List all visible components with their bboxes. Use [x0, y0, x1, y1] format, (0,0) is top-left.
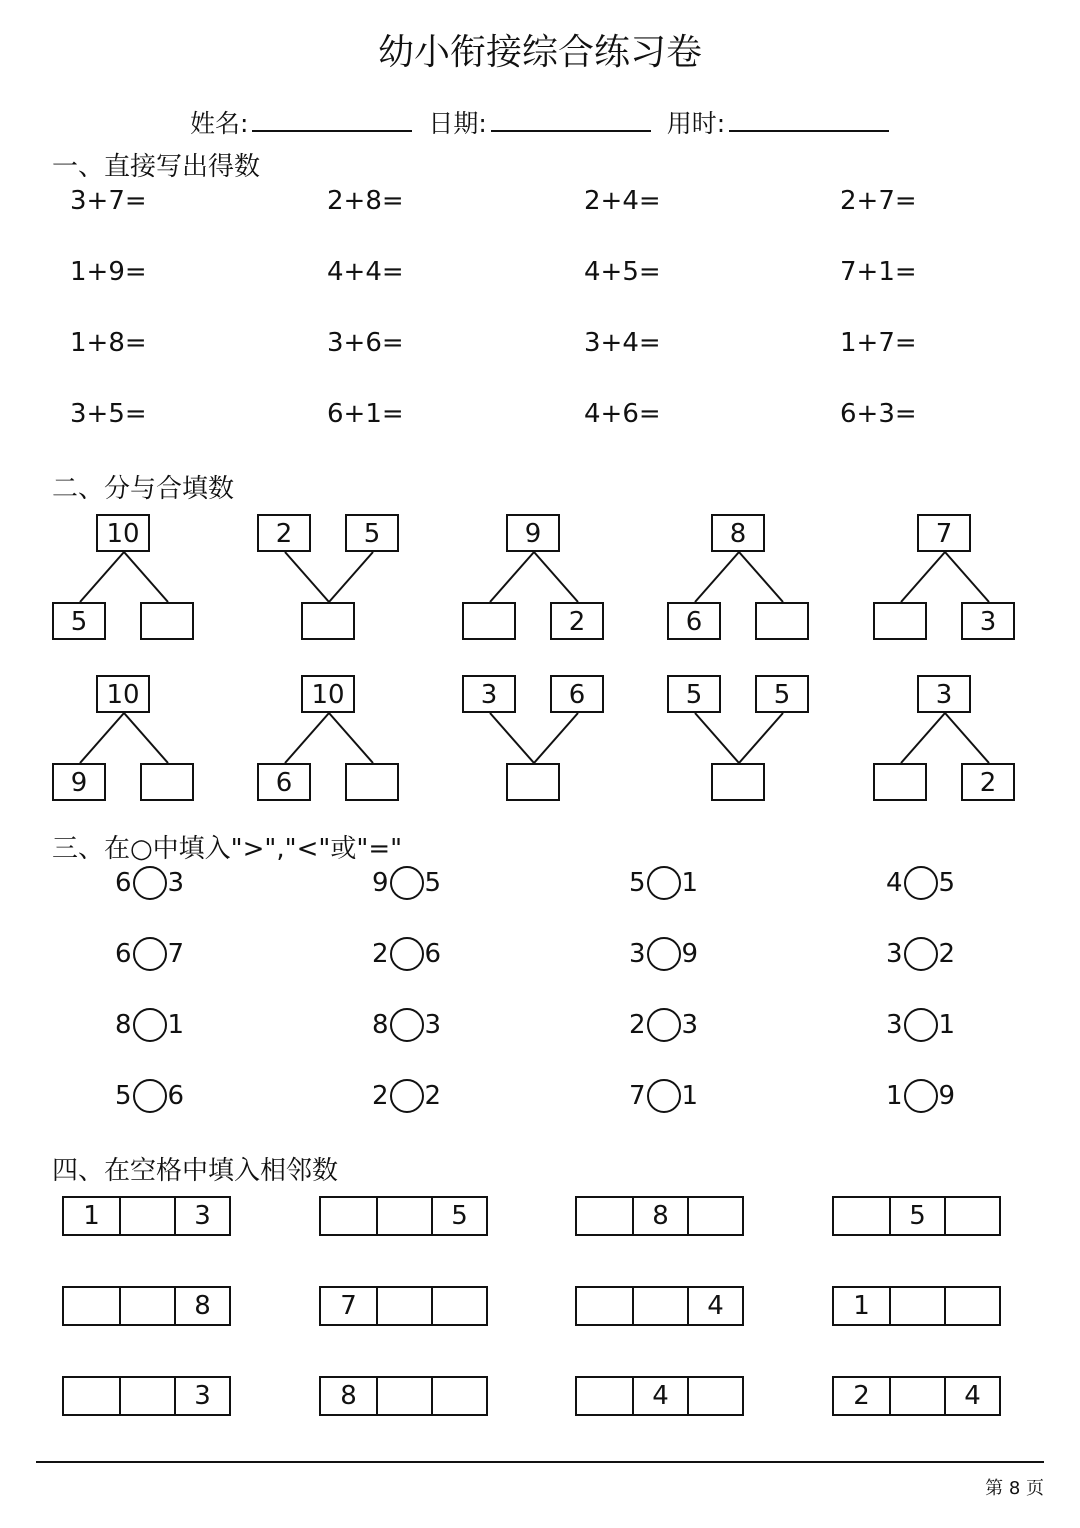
addition-problem: 7+1= [840, 257, 917, 287]
strip-cell[interactable] [577, 1378, 632, 1414]
addition-problem: 1+7= [840, 328, 917, 358]
compare-left-number: 8 [115, 1010, 132, 1040]
strip-cell[interactable] [64, 1288, 119, 1324]
addition-problem: 6+1= [327, 399, 404, 429]
comparison-item [115, 866, 184, 900]
strip-cell: 2 [853, 1381, 870, 1411]
addition-problem: 1+8= [70, 328, 147, 358]
compare-right-number: 1 [167, 1010, 185, 1040]
name-blank[interactable] [252, 104, 412, 132]
compare-answer-circle[interactable] [904, 866, 938, 900]
number-strip [62, 1376, 231, 1416]
section1-title: 一、直接写出得数 [52, 152, 261, 182]
bond-right-box: 6 [550, 675, 604, 713]
addition-problem: 4+6= [584, 399, 661, 429]
bond-top-box: 9 [506, 514, 560, 552]
connector-line [329, 552, 373, 602]
bond-right-box: 5 [345, 514, 399, 552]
number-strip [832, 1196, 1001, 1236]
compare-answer-circle[interactable] [904, 1008, 938, 1042]
strip-cell[interactable] [834, 1198, 889, 1234]
connector-line [490, 713, 534, 763]
strip-cell: 8 [632, 1198, 687, 1234]
connector-line [534, 552, 578, 602]
number-strip [575, 1286, 744, 1326]
compare-left-number: 6 [115, 939, 132, 969]
compare-answer-circle[interactable] [390, 937, 424, 971]
strip-cell[interactable] [431, 1378, 486, 1414]
strip-cell[interactable] [687, 1198, 742, 1234]
strip-cell: 8 [174, 1288, 229, 1324]
section2-title: 二、分与合填数 [52, 474, 235, 504]
addition-problem: 4+4= [327, 257, 404, 287]
bond-right-box[interactable] [140, 602, 194, 640]
compare-right-number: 9 [681, 939, 699, 969]
comparison-item [629, 866, 698, 900]
addition-problem: 6+3= [840, 399, 917, 429]
strip-cell[interactable] [376, 1288, 431, 1324]
bond-left-box: 6 [257, 763, 311, 801]
compare-right-number: 1 [938, 1010, 956, 1040]
compare-answer-circle[interactable] [904, 1079, 938, 1113]
compare-right-number: 9 [938, 1081, 956, 1111]
number-strip [575, 1196, 744, 1236]
connector-line [285, 552, 329, 602]
compare-left-number: 2 [372, 1081, 389, 1111]
connector-line [945, 552, 989, 602]
compare-left-number: 3 [886, 939, 903, 969]
addition-problem: 3+6= [327, 328, 404, 358]
compare-answer-circle[interactable] [647, 1079, 681, 1113]
connector-line [490, 552, 534, 602]
comparison-item [629, 1008, 698, 1042]
strip-cell[interactable] [944, 1288, 999, 1324]
date-label: 日期: [428, 109, 487, 138]
compare-right-number: 1 [681, 1081, 699, 1111]
strip-cell: 1 [853, 1291, 870, 1321]
date-blank[interactable] [491, 104, 651, 132]
compare-answer-circle[interactable] [133, 866, 167, 900]
comparison-item [372, 1008, 441, 1042]
compare-left-number: 2 [372, 939, 389, 969]
bond-bottom-box[interactable] [506, 763, 560, 801]
compare-answer-circle[interactable] [904, 937, 938, 971]
strip-cell[interactable] [119, 1288, 174, 1324]
bond-left-box: 3 [462, 675, 516, 713]
compare-answer-circle[interactable] [390, 866, 424, 900]
bond-left-box: 9 [52, 763, 106, 801]
compare-right-number: 1 [681, 868, 699, 898]
connector-line [739, 713, 783, 763]
comparison-item [886, 1008, 955, 1042]
compare-answer-circle[interactable] [133, 1079, 167, 1113]
number-strip [575, 1376, 744, 1416]
bond-left-box: 2 [257, 514, 311, 552]
name-label: 姓名: [190, 109, 249, 138]
compare-right-number: 2 [938, 939, 956, 969]
bond-right-box: 2 [550, 602, 604, 640]
strip-cell[interactable] [64, 1378, 119, 1414]
compare-answer-circle[interactable] [390, 1008, 424, 1042]
compare-left-number: 2 [629, 1010, 646, 1040]
connector-line [901, 552, 945, 602]
addition-problem: 2+8= [327, 186, 404, 216]
comparison-item [886, 866, 955, 900]
strip-cell: 4 [632, 1378, 687, 1414]
compare-left-number: 4 [886, 868, 903, 898]
bond-left-box[interactable] [873, 602, 927, 640]
number-strip [319, 1196, 488, 1236]
strip-cell: 5 [431, 1198, 486, 1234]
strip-cell[interactable] [889, 1378, 944, 1414]
strip-cell[interactable] [944, 1198, 999, 1234]
page-number: 第 8 页 [985, 1478, 1044, 1499]
strip-cell[interactable] [632, 1288, 687, 1324]
strip-cell: 7 [340, 1291, 357, 1321]
strip-cell[interactable] [687, 1378, 742, 1414]
connector-line [124, 713, 168, 763]
strip-cell[interactable] [376, 1378, 431, 1414]
comparison-item [886, 1079, 955, 1113]
comparison-item [372, 866, 441, 900]
student-info-row [190, 104, 897, 140]
compare-left-number: 1 [886, 1081, 903, 1111]
section3-title: 三、在○中填入">","<"或"=" [52, 834, 403, 864]
compare-right-number: 3 [424, 1010, 442, 1040]
number-strip [319, 1376, 488, 1416]
compare-left-number: 8 [372, 1010, 389, 1040]
strip-cell: 5 [889, 1198, 944, 1234]
strip-cell: 3 [174, 1198, 229, 1234]
connector-line [285, 713, 329, 763]
comparison-item [886, 937, 955, 971]
addition-problem: 2+7= [840, 186, 917, 216]
addition-problem: 3+4= [584, 328, 661, 358]
bond-top-box: 10 [301, 675, 355, 713]
compare-answer-circle[interactable] [647, 1008, 681, 1042]
compare-left-number: 9 [372, 868, 389, 898]
compare-left-number: 6 [115, 868, 132, 898]
strip-cell[interactable] [119, 1198, 174, 1234]
strip-cell: 3 [174, 1378, 229, 1414]
compare-answer-circle[interactable] [390, 1079, 424, 1113]
compare-left-number: 5 [115, 1081, 132, 1111]
time-label: 用时: [666, 109, 726, 138]
compare-right-number: 6 [167, 1081, 185, 1111]
strip-cell[interactable] [321, 1198, 376, 1234]
comparison-item [115, 1079, 184, 1113]
compare-right-number: 6 [424, 939, 442, 969]
bond-top-box: 7 [917, 514, 971, 552]
strip-cell: 8 [340, 1381, 357, 1411]
connector-line [124, 552, 168, 602]
addition-problem: 3+5= [70, 399, 147, 429]
compare-right-number: 3 [167, 868, 185, 898]
compare-right-number: 5 [424, 868, 442, 898]
page-title: 幼小衔接综合练习卷 [377, 32, 702, 73]
bond-right-box: 2 [961, 763, 1015, 801]
bond-top-box: 3 [917, 675, 971, 713]
connector-line [534, 713, 578, 763]
strip-cell[interactable] [577, 1288, 632, 1324]
connector-line [329, 713, 373, 763]
compare-left-number: 3 [886, 1010, 903, 1040]
addition-problem: 3+7= [70, 186, 147, 216]
footer-rule [36, 1461, 1044, 1463]
time-blank[interactable] [729, 104, 889, 132]
bond-bottom-box[interactable] [711, 763, 765, 801]
compare-right-number: 3 [681, 1010, 699, 1040]
compare-left-number: 7 [629, 1081, 646, 1111]
bond-left-box[interactable] [462, 602, 516, 640]
comparison-item [115, 937, 184, 971]
connector-line [739, 552, 783, 602]
strip-cell[interactable] [119, 1378, 174, 1414]
bond-left-box: 5 [667, 675, 721, 713]
addition-problem: 2+4= [584, 186, 661, 216]
bond-right-box[interactable] [140, 763, 194, 801]
bond-left-box[interactable] [873, 763, 927, 801]
connector-line [80, 713, 124, 763]
comparison-item [629, 937, 698, 971]
number-strip [832, 1286, 1001, 1326]
number-strip [62, 1286, 231, 1326]
strip-cell: 4 [944, 1378, 999, 1414]
bond-top-box: 10 [96, 514, 150, 552]
connector-line [901, 713, 945, 763]
connector-line [695, 552, 739, 602]
bond-left-box: 6 [667, 602, 721, 640]
number-strip [62, 1196, 231, 1236]
compare-answer-circle[interactable] [647, 866, 681, 900]
connector-line [695, 713, 739, 763]
strip-cell[interactable] [431, 1288, 486, 1324]
comparison-item [629, 1079, 698, 1113]
comparison-item [372, 1079, 441, 1113]
section4-title: 四、在空格中填入相邻数 [52, 1156, 339, 1186]
compare-answer-circle[interactable] [133, 937, 167, 971]
bond-top-box: 10 [96, 675, 150, 713]
compare-right-number: 7 [167, 939, 185, 969]
bond-right-box: 5 [755, 675, 809, 713]
number-strip [319, 1286, 488, 1326]
comparison-item [372, 937, 441, 971]
compare-right-number: 5 [938, 868, 956, 898]
strip-cell[interactable] [376, 1198, 431, 1234]
connector-line [80, 552, 124, 602]
bond-left-box: 5 [52, 602, 106, 640]
bond-right-box: 3 [961, 602, 1015, 640]
strip-cell: 1 [83, 1201, 100, 1231]
compare-left-number: 5 [629, 868, 646, 898]
compare-left-number: 3 [629, 939, 646, 969]
compare-answer-circle[interactable] [647, 937, 681, 971]
bond-top-box: 8 [711, 514, 765, 552]
strip-cell[interactable] [577, 1198, 632, 1234]
strip-cell[interactable] [889, 1288, 944, 1324]
comparison-item [115, 1008, 184, 1042]
bond-right-box[interactable] [345, 763, 399, 801]
addition-problem: 4+5= [584, 257, 661, 287]
bond-right-box[interactable] [755, 602, 809, 640]
number-strip [832, 1376, 1001, 1416]
compare-answer-circle[interactable] [133, 1008, 167, 1042]
strip-cell: 4 [687, 1288, 742, 1324]
connector-line [945, 713, 989, 763]
bond-bottom-box[interactable] [301, 602, 355, 640]
compare-right-number: 2 [424, 1081, 442, 1111]
addition-problem: 1+9= [70, 257, 147, 287]
